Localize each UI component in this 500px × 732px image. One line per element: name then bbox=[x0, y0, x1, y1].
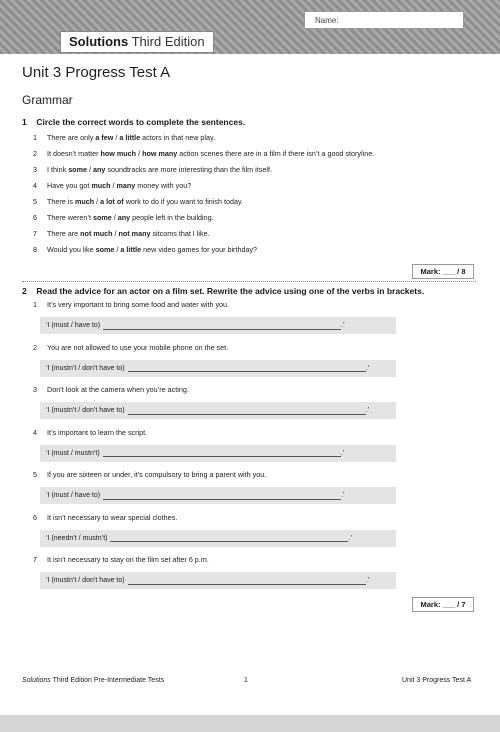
sentence-end: work to do if you want to finish today. bbox=[123, 197, 244, 206]
section-title: Grammar bbox=[22, 93, 73, 107]
sentence-start: There is bbox=[47, 197, 75, 206]
item-number: 2 bbox=[33, 149, 37, 158]
item-number: 3 bbox=[33, 385, 37, 394]
option-one[interactable]: much bbox=[91, 181, 111, 190]
item-number: 2 bbox=[33, 342, 37, 352]
option-two[interactable]: any bbox=[92, 165, 106, 174]
page-number: 1 bbox=[244, 677, 248, 684]
sentence-start: Have you got bbox=[47, 181, 92, 190]
sentence-end: soundtracks are more interesting than the film itself. bbox=[105, 165, 272, 174]
option-one[interactable]: not much bbox=[80, 229, 113, 238]
mark-box-q2: Mark: ___ / 7 bbox=[412, 597, 474, 612]
question-instruction: Circle the correct words to complete the sentences. bbox=[36, 117, 246, 127]
option-separator: / bbox=[110, 181, 117, 190]
q1-sentence bbox=[33, 165, 272, 174]
answer-field[interactable] bbox=[40, 360, 396, 377]
q1-sentence bbox=[33, 149, 374, 158]
answer-field[interactable] bbox=[40, 530, 396, 547]
sentence-end: action scenes there are in a film if there isn’t a good storyline. bbox=[177, 149, 375, 158]
sentence-end: sitcoms that I like. bbox=[150, 229, 210, 238]
option-separator: / bbox=[114, 245, 121, 254]
answer-prompt: ‘I (must / mustn’t) bbox=[46, 449, 100, 457]
prompt-text: It isn’t necessary to stay on the film set after 6 p.m. bbox=[47, 555, 209, 564]
answer-line[interactable] bbox=[128, 576, 366, 585]
answer-end: .’ bbox=[340, 449, 345, 457]
answer-prompt: ‘I (needn’t / mustn’t) bbox=[46, 534, 108, 542]
prompt-text: It’s important to learn the script. bbox=[47, 427, 148, 437]
prompt-text: Don’t look at the camera when you’re acting. bbox=[47, 385, 189, 394]
footer-series: Third Edition Pre-Intermediate Tests bbox=[50, 677, 165, 684]
option-one[interactable]: a few bbox=[95, 133, 114, 142]
sentence-end: actors in that new play. bbox=[140, 133, 216, 142]
answer-end: .’ bbox=[365, 577, 370, 584]
sentence-start: It doesn’t matter bbox=[47, 149, 101, 158]
sentence-start: There weren’t bbox=[47, 213, 93, 222]
option-two[interactable]: a lot of bbox=[100, 197, 124, 206]
item-number: 8 bbox=[33, 245, 37, 254]
page-title: Unit 3 Progress Test A bbox=[22, 64, 171, 81]
item-number: 3 bbox=[33, 165, 37, 174]
answer-line[interactable] bbox=[128, 363, 366, 372]
question-number: 2 bbox=[22, 286, 27, 296]
answer-line[interactable] bbox=[110, 533, 348, 542]
answer-end: .’ bbox=[365, 364, 370, 372]
q2-prompt bbox=[33, 513, 177, 522]
answer-prompt: ‘I (mustn’t / don’t have to) bbox=[46, 577, 125, 584]
q2-prompt bbox=[33, 428, 147, 437]
option-separator: / bbox=[113, 133, 120, 142]
option-two[interactable]: how many bbox=[142, 149, 178, 158]
q1-sentence bbox=[33, 197, 243, 206]
item-number: 5 bbox=[33, 470, 37, 479]
answer-field[interactable] bbox=[40, 445, 396, 462]
answer-end: .’ bbox=[341, 322, 345, 329]
item-number: 4 bbox=[33, 427, 37, 437]
option-separator: / bbox=[136, 149, 143, 158]
mark-box-q1: Mark: ___ / 8 bbox=[412, 264, 474, 279]
prompt-text: You are not allowed to use your mobile phone on the set. bbox=[47, 342, 229, 352]
answer-field[interactable] bbox=[40, 317, 396, 334]
option-two[interactable]: any bbox=[117, 213, 131, 222]
option-two[interactable]: a little bbox=[120, 245, 142, 254]
prompt-text: It’s very important to bring some food and water with you. bbox=[47, 300, 230, 309]
answer-line[interactable] bbox=[103, 448, 341, 457]
option-one[interactable]: some bbox=[95, 245, 115, 254]
item-number: 4 bbox=[33, 181, 37, 190]
item-number: 1 bbox=[33, 133, 37, 142]
section-divider bbox=[22, 281, 476, 282]
answer-prompt: ‘I (must / have to) bbox=[46, 322, 101, 329]
option-one[interactable]: some bbox=[68, 165, 87, 174]
option-one[interactable]: much bbox=[74, 197, 95, 206]
item-number: 7 bbox=[33, 555, 37, 564]
item-number: 7 bbox=[33, 229, 37, 238]
sentence-end: money with you? bbox=[135, 181, 192, 190]
sentence-start: There are only bbox=[47, 133, 96, 142]
sentence-start: There are bbox=[47, 229, 81, 238]
q1-sentence bbox=[33, 229, 210, 238]
answer-line[interactable] bbox=[103, 491, 341, 500]
answer-field[interactable] bbox=[40, 572, 396, 589]
item-number: 6 bbox=[33, 512, 37, 522]
option-two[interactable]: many bbox=[116, 181, 136, 190]
question-instruction: Read the advice for an actor on a film set. Rewrite the advice using one of the verbs in brackets. bbox=[36, 286, 425, 296]
prompt-text: It isn’t necessary to wear special clothes. bbox=[47, 512, 178, 522]
sentence-start: Would you like bbox=[47, 245, 96, 254]
answer-prompt: ‘I (must / have to) bbox=[46, 492, 101, 499]
page-bottom-edge bbox=[0, 715, 500, 732]
q2-prompt bbox=[33, 385, 189, 394]
option-separator: / bbox=[111, 213, 118, 222]
item-number: 6 bbox=[33, 213, 37, 222]
option-separator: / bbox=[86, 165, 93, 174]
q1-sentence bbox=[33, 245, 257, 254]
q2-prompt bbox=[33, 300, 229, 309]
option-one[interactable]: how much bbox=[100, 149, 137, 158]
q1-sentence bbox=[33, 213, 214, 222]
footer-right: Unit 3 Progress Test A bbox=[402, 677, 472, 684]
item-number: 5 bbox=[33, 197, 37, 206]
answer-prompt: ‘I (mustn’t / don’t have to) bbox=[46, 407, 125, 414]
option-separator: / bbox=[94, 197, 101, 206]
option-one[interactable]: some bbox=[92, 213, 112, 222]
q1-sentence bbox=[33, 181, 191, 190]
option-two[interactable]: not many bbox=[118, 229, 151, 238]
answer-end: .’ bbox=[341, 492, 345, 499]
question-number: 1 bbox=[22, 117, 27, 127]
item-number: 1 bbox=[33, 300, 37, 309]
answer-field[interactable] bbox=[40, 402, 396, 419]
question-2-heading bbox=[22, 286, 424, 296]
answer-field[interactable] bbox=[40, 487, 396, 504]
brand-edition: Third Edition bbox=[131, 34, 205, 49]
q2-prompt bbox=[33, 555, 209, 564]
sentence-start: I think bbox=[47, 165, 69, 174]
sentence-end: people left in the building. bbox=[130, 213, 214, 222]
q2-prompt bbox=[33, 343, 228, 352]
q2-prompt bbox=[33, 470, 266, 479]
brand-logo bbox=[60, 31, 214, 53]
answer-line[interactable] bbox=[128, 406, 366, 415]
sentence-end: new video games for your birthday? bbox=[141, 245, 258, 254]
option-two[interactable]: a little bbox=[119, 133, 141, 142]
prompt-text: If you are sixteen or under, it’s compulsory to bring a parent with you. bbox=[47, 470, 267, 479]
name-field[interactable]: Name: bbox=[304, 11, 464, 29]
brand-bold: Solutions bbox=[69, 34, 129, 49]
q1-sentence bbox=[33, 133, 215, 142]
footer-brand: Solutions bbox=[22, 677, 51, 684]
answer-end: .’ bbox=[348, 534, 352, 542]
answer-prompt: ‘I (mustn’t / don’t have to) bbox=[46, 364, 125, 372]
footer-left bbox=[22, 677, 164, 684]
answer-end: .’ bbox=[365, 407, 370, 414]
answer-line[interactable] bbox=[103, 321, 341, 330]
option-separator: / bbox=[112, 229, 119, 238]
question-1-heading bbox=[22, 117, 245, 127]
